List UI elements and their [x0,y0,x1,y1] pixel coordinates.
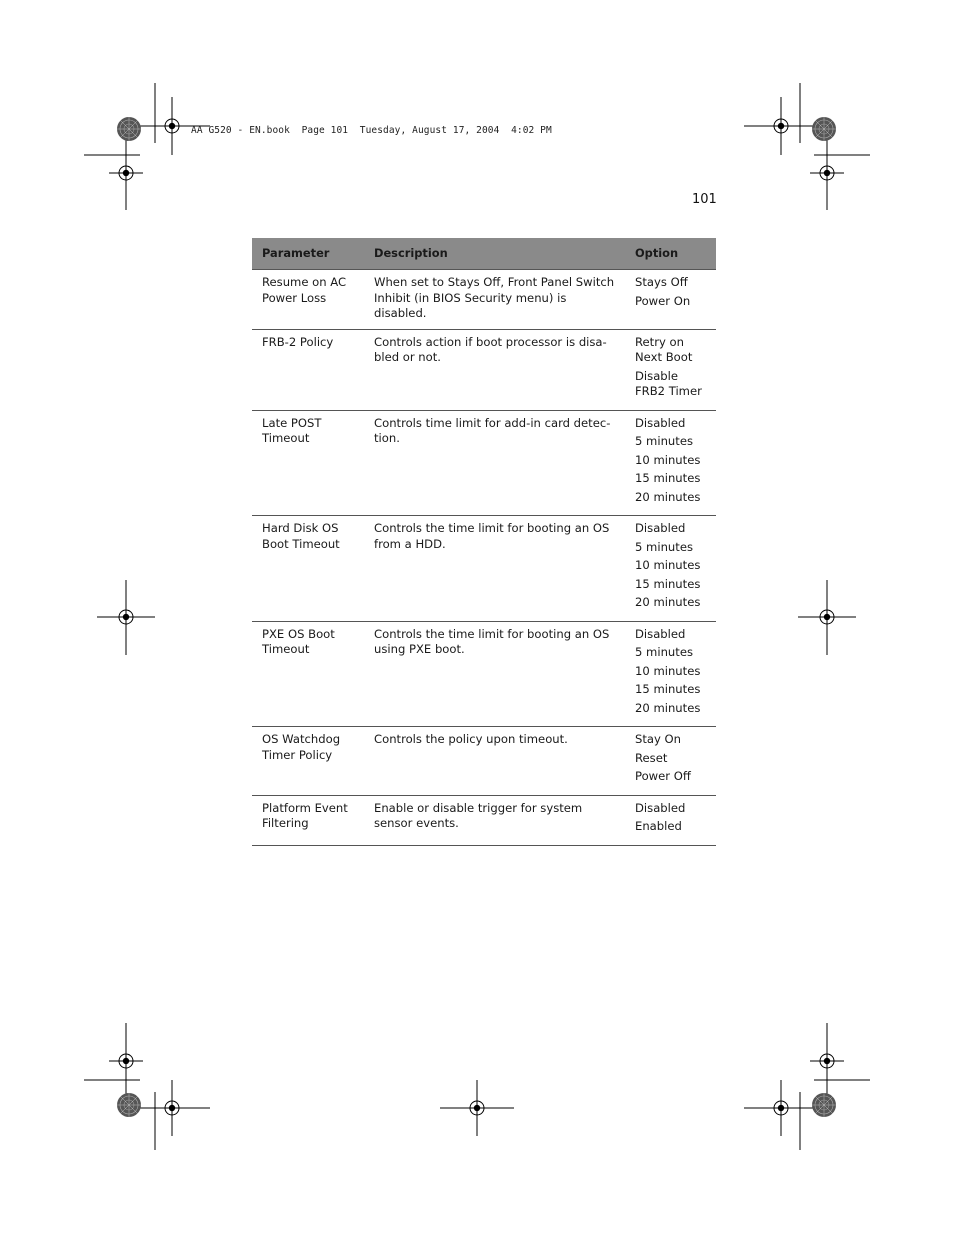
option-value: 15 minutes [635,576,701,591]
parameter-cell: PXE OS Boot Timeout [252,621,364,727]
parameter-cell: OS Watchdog Timer Policy [252,727,364,796]
table-row [252,329,716,410]
option-cell [625,410,716,516]
table-row [252,727,716,796]
table-row [252,410,716,516]
description-cell: Controls the time limit for booting an OS from a HDD. [364,516,625,622]
option-value: Disabled [635,800,686,815]
option-value: Disabled [635,415,686,430]
option-cell [625,516,716,622]
description-cell: Controls action if boot processor is disa-bled or not. [364,329,625,410]
option-value: 20 minutes [635,489,701,504]
bios-parameter-table [252,238,716,846]
option-cell [625,795,716,845]
parameter-cell: Late POST Timeout [252,410,364,516]
option-value: Stay On [635,732,682,746]
option-value: Retry on Next Boot [635,334,693,364]
option-value: 5 minutes [635,645,693,659]
option-value: Stays Off [635,275,688,289]
description-cell: Enable or disable trigger for system sensor events. [364,795,625,845]
option-cell [625,270,716,330]
column-header-option: Option [625,238,716,270]
option-value: Power On [635,293,691,308]
table-header-row [252,238,716,270]
option-value: Reset [635,750,668,765]
option-value: 10 minutes [635,558,701,572]
option-value: Disabled [635,521,686,535]
option-value: Disabled [635,626,686,641]
table-row [252,795,716,845]
option-value: 5 minutes [635,539,693,554]
page-number: 101 [692,192,717,207]
table-row [252,270,716,330]
description-cell: When set to Stays Off, Front Panel Switch Inhibit (in BIOS Security menu) is disabled. [364,270,625,330]
table-row [252,621,716,727]
option-value: Enabled [635,819,682,833]
option-value: 5 minutes [635,434,693,448]
description-cell: Controls the policy upon timeout. [364,727,625,796]
column-header-description: Description [364,238,625,270]
parameter-cell: Resume on AC Power Loss [252,270,364,330]
option-value: Power Off [635,769,691,783]
table-row [252,516,716,622]
option-cell [625,727,716,796]
option-cell [625,329,716,410]
description-cell: Controls the time limit for booting an OS using PXE boot. [364,621,625,727]
option-value: 10 minutes [635,452,701,467]
option-value: 15 minutes [635,471,701,485]
parameter-cell: FRB-2 Policy [252,329,364,410]
option-value: 20 minutes [635,595,701,609]
option-value: 15 minutes [635,682,701,696]
option-value: 20 minutes [635,700,701,715]
column-header-parameter: Parameter [252,238,364,270]
option-cell [625,621,716,727]
parameter-cell: Platform Event Filtering [252,795,364,845]
print-header-line: AA G520 - EN.book Page 101 Tuesday, August 17, 2004 4:02 PM [191,125,552,136]
parameter-cell: Hard Disk OS Boot Timeout [252,516,364,622]
option-value: Disable FRB2 Timer [635,368,702,398]
description-cell: Controls time limit for add-in card detec-tion. [364,410,625,516]
option-value: 10 minutes [635,663,701,678]
